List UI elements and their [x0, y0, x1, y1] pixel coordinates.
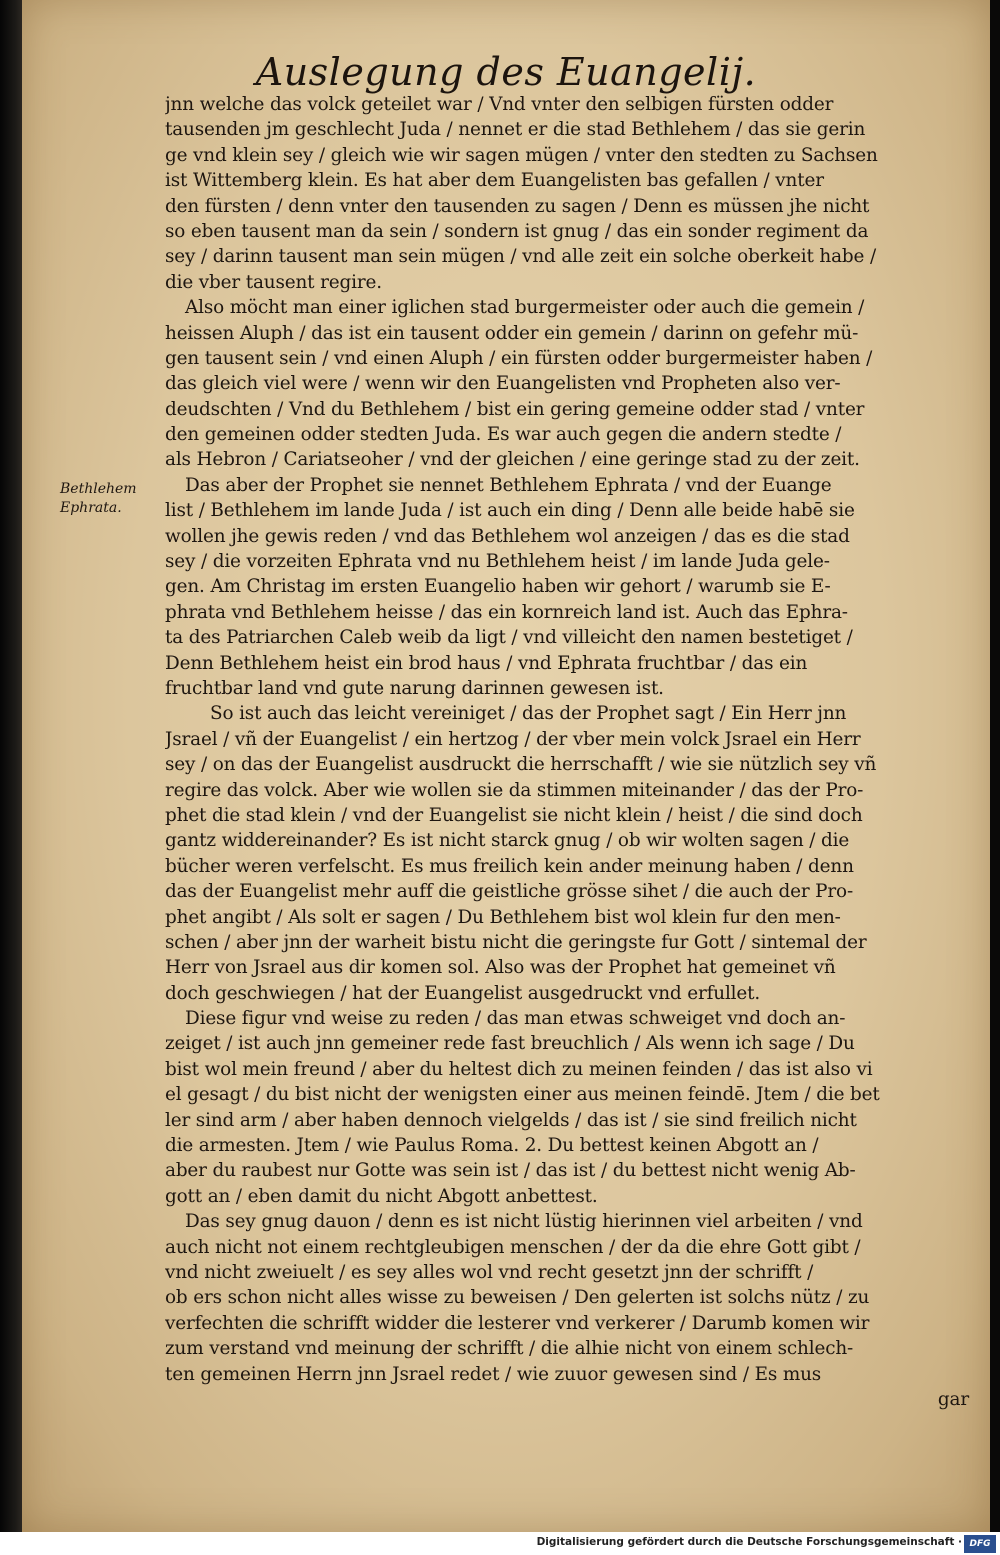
text-line: vnd nicht zweiuelt / es sey alles wol vnd recht gesetzt jnn der schrifft / — [165, 1261, 814, 1283]
text-line: die vber tausent regire. — [165, 271, 382, 293]
book-binding-edge — [0, 0, 22, 1532]
text-line: gen. Am Christag im ersten Euangelio haben wir gehort / warumb sie E- — [165, 576, 831, 598]
text-line: So ist auch das leicht vereiniget / das der Prophet sagt / Ein Herr jnn — [210, 703, 847, 725]
text-line: ge vnd klein sey / gleich wie wir sagen mügen / vnter den stedten zu Sachsen — [165, 144, 878, 166]
text-line: das der Euangelist mehr auff die geistliche grösse sihet / die auch der Pro- — [165, 881, 854, 903]
text-line: Das aber der Prophet sie nennet Bethlehem Ephrata / vnd der Euange — [185, 474, 832, 496]
margin-note-line: Bethlehem — [60, 481, 137, 497]
text-line: doch geschwiegen / hat der Euangelist ausgedruckt vnd erfullet. — [165, 982, 761, 1004]
text-line: aber du raubest nur Gotte was sein ist / das ist / du bettest nicht wenig Ab- — [165, 1160, 856, 1182]
digitization-footer — [0, 1532, 1000, 1555]
text-line: ob ers schon nicht alles wisse zu beweisen / Den gelerten ist solchs nütz / zu — [165, 1287, 870, 1309]
text-line: fruchtbar land vnd gute narung darinnen gewesen ist. — [165, 677, 664, 699]
text-line: wollen jhe gewis reden / vnd das Bethlehem wol anzeigen / das es die stad — [165, 525, 850, 547]
text-line: gott an / eben damit du nicht Abgott anbettest. — [165, 1185, 598, 1207]
text-line: bist wol mein freund / aber du heltest dich zu meinen feinden / das ist also vi — [165, 1058, 873, 1080]
text-line: den gemeinen odder stedten Juda. Es war auch gegen die andern stedte / — [165, 424, 842, 446]
text-line: als Hebron / Cariatseoher / vnd der gleichen / eine geringe stad zu der zeit. — [165, 449, 860, 471]
text-line: deudschten / Vnd du Bethlehem / bist ein gering gemeine odder stad / vnter — [165, 398, 865, 420]
text-line: den fürsten / denn vnter den tausenden zu sagen / Denn es müssen jhe nicht — [165, 195, 870, 217]
text-line: Jsrael / vñ der Euangelist / ein hertzog / der vber mein volck Jsrael ein Herr — [165, 728, 861, 750]
text-line: list / Bethlehem im lande Juda / ist auch ein ding / Denn alle beide habē sie — [165, 500, 855, 522]
text-line: zeiget / ist auch jnn gemeiner rede fast breuchlich / Als wenn ich sage / Du — [165, 1033, 855, 1055]
text-line: das gleich viel were / wenn wir den Euangelisten vnd Propheten also ver- — [165, 373, 841, 395]
running-head: Auslegung des Euangelij. — [255, 50, 757, 94]
text-line: bücher weren verfelscht. Es mus freilich kein ander meinung haben / denn — [165, 855, 854, 877]
funding-credit: Digitalisierung gefördert durch die Deutsche Forschungsgemeinschaft · — [536, 1536, 962, 1548]
text-line: sey / on das der Euangelist ausdruckt die herrschafft / wie sie nützlich sey vñ — [165, 754, 877, 776]
body-text — [165, 92, 975, 1412]
text-line: phet angibt / Als solt er sagen / Du Bethlehem bist wol klein fur den men- — [165, 906, 841, 928]
text-line: sey / darinn tausent man sein mügen / vnd alle zeit ein solche oberkeit habe / — [165, 246, 876, 268]
text-line: auch nicht not einem rechtgleubigen menschen / der da die ehre Gott gibt / — [165, 1236, 861, 1258]
book-page — [22, 0, 990, 1532]
text-line: ta des Patriarchen Caleb weib da ligt / vnd villeicht den namen bestetiget / — [165, 627, 853, 649]
text-line: gar — [937, 1388, 969, 1410]
text-line: schen / aber jnn der warheit bistu nicht die geringste fur Gott / sintemal der — [165, 931, 867, 953]
dfg-logo: DFG — [964, 1535, 996, 1553]
margin-note — [60, 480, 170, 518]
text-line: heissen Aluph / das ist ein tausent odder ein gemein / darinn on gefehr mü- — [165, 322, 859, 344]
text-line: el gesagt / du bist nicht der wenigsten einer aus meinen feindē. Jtem / die bet — [165, 1084, 880, 1106]
text-line: die armesten. Jtem / wie Paulus Roma. 2. Du bettest keinen Abgott an / — [165, 1135, 819, 1157]
text-line: ten gemeinen Herrn jnn Jsrael redet / wie zuuor gewesen sind / Es mus — [165, 1363, 822, 1385]
text-line: gen tausent sein / vnd einen Aluph / ein fürsten odder burgermeister haben / — [165, 347, 873, 369]
text-line: ist Wittemberg klein. Es hat aber dem Euangelisten bas gefallen / vnter — [165, 170, 824, 192]
page-right-edge — [990, 0, 1000, 1532]
text-line: sey / die vorzeiten Ephrata vnd nu Bethlehem heist / im lande Juda gele- — [165, 551, 830, 573]
text-line: phet die stad klein / vnd der Euangelist sie nicht klein / heist / die sind doch — [165, 804, 863, 826]
text-line: Denn Bethlehem heist ein brod haus / vnd Ephrata fruchtbar / das ein — [165, 652, 808, 674]
margin-note-line: Ephrata. — [60, 500, 122, 516]
text-line: Das sey gnug dauon / denn es ist nicht lüstig hierinnen viel arbeiten / vnd — [185, 1211, 863, 1233]
text-line: Diese figur vnd weise zu reden / das man etwas schweiget vnd doch an- — [185, 1008, 846, 1030]
text-line: gantz widdereinander? Es ist nicht starck gnug / ob wir wolten sagen / die — [165, 830, 850, 852]
text-line: jnn welche das volck geteilet war / Vnd vnter den selbigen fürsten odder — [165, 94, 834, 115]
text-line: Herr von Jsrael aus dir komen sol. Also was der Prophet hat gemeinet vñ — [165, 957, 836, 979]
text-line: phrata vnd Bethlehem heisse / das ein kornreich land ist. Auch das Ephra- — [165, 601, 848, 623]
text-line: so eben tausent man da sein / sondern ist gnug / das ein sonder regiment da — [165, 220, 869, 242]
text-line: Also möcht man einer iglichen stad burgermeister oder auch die gemein / — [185, 297, 865, 319]
text-line: zum verstand vnd meinung der schrifft / die alhie nicht von einem schlech- — [165, 1338, 854, 1360]
text-line: tausenden jm geschlecht Juda / nennet er die stad Bethlehem / das sie gerin — [165, 119, 866, 141]
text-line: regire das volck. Aber wie wollen sie da stimmen miteinander / das der Pro- — [165, 779, 864, 801]
text-line: verfechten die schrifft widder die lesterer vnd verkerer / Darumb komen wir — [165, 1312, 870, 1334]
text-line: ler sind arm / aber haben dennoch vielgelds / das ist / sie sind freilich nicht — [165, 1109, 857, 1131]
